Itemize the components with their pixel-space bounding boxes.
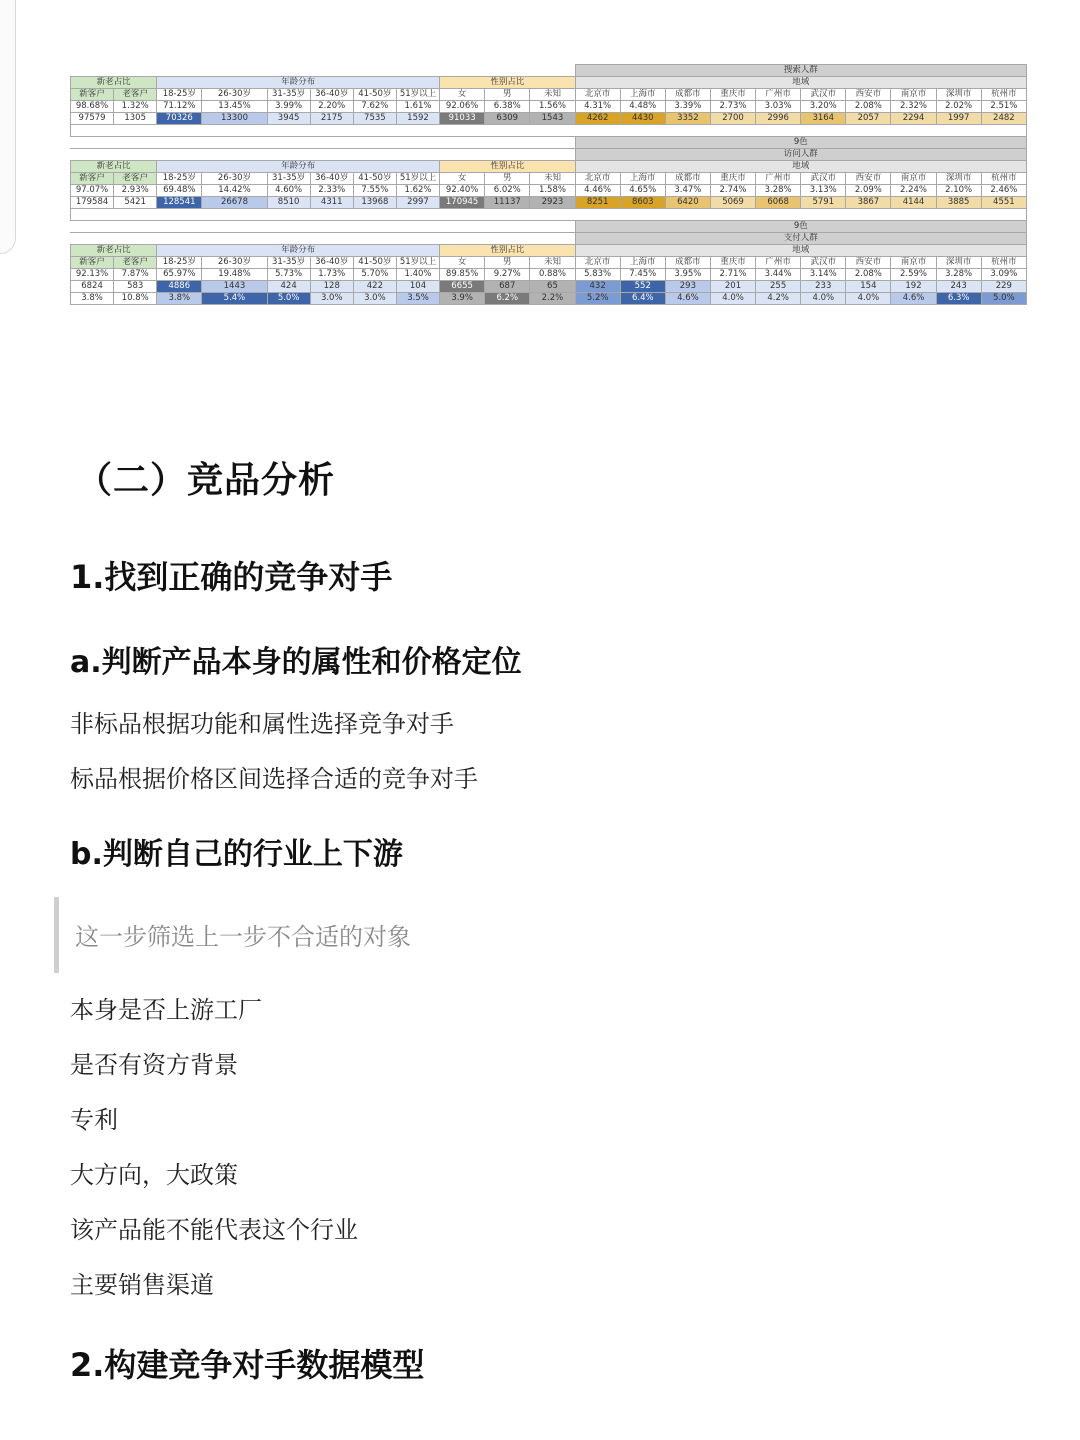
column-header: 男 [485,89,530,101]
table-cell: 192 [891,281,936,293]
table-cell: 6.3% [936,293,981,305]
table-cell: 2.73% [710,101,755,113]
table-cell: 6655 [440,281,485,293]
table-group-header-row [71,161,1027,173]
column-header: 成都市 [665,173,710,185]
table-cell: 10.8% [114,293,157,305]
column-header: 北京市 [575,173,620,185]
table-column-header-row [71,89,1027,101]
table-cell: 7.55% [353,185,396,197]
table-cell: 6.4% [620,293,665,305]
table-cell: 128541 [157,197,202,209]
list-item: 本身是否上游工厂 [70,996,262,1024]
column-header: 西安市 [846,173,891,185]
column-header: 重庆市 [710,173,755,185]
table-cell: 7.62% [353,101,396,113]
column-header: 41-50岁 [353,173,396,185]
table-section-title-row [71,233,1027,245]
table-cell: 1543 [530,113,575,125]
heading-industry-chain: b.判断自己的行业上下游 [70,837,403,872]
table-cell: 2.32% [891,101,936,113]
table-cell: 2.59% [891,269,936,281]
table-cell: 0.88% [530,269,575,281]
table-spacer-row [71,125,1027,137]
table-cell: 6.38% [485,101,530,113]
column-header: 36-40岁 [310,89,353,101]
column-header: 老客户 [114,173,157,185]
table-cell: 5.0% [981,293,1026,305]
table-cell: 2.33% [310,185,353,197]
column-header: 41-50岁 [353,257,396,269]
table-cell: 13.45% [202,101,267,113]
table-cell: 3.0% [310,293,353,305]
column-header: 31-35岁 [267,173,310,185]
data-tables [70,64,1027,305]
table-cell: 1.73% [310,269,353,281]
table-cell: 6.2% [485,293,530,305]
list-item: 专利 [70,1106,118,1134]
table-cell: 293 [665,281,710,293]
table-cell: 1.62% [396,185,439,197]
column-header: 南京市 [891,257,936,269]
table-cell: 552 [620,281,665,293]
table-cell: 170945 [440,197,485,209]
table-cell: 4.0% [846,293,891,305]
table-cell: 6.02% [485,185,530,197]
table-cell: 201 [710,281,755,293]
table-cell: 229 [981,281,1026,293]
table-cell: 3.20% [801,101,846,113]
column-header: 老客户 [114,257,157,269]
paragraph-standard: 标品根据价格区间选择合适的竞争对手 [70,765,478,793]
table-cell: 3945 [267,113,310,125]
table-cell [71,209,1027,221]
table-cell: 2.08% [846,101,891,113]
column-header: 成都市 [665,257,710,269]
table-cell [71,233,576,245]
group-header-gender: 性别占比 [440,245,576,257]
table-row [71,293,1027,305]
table-cell: 3.99% [267,101,310,113]
table-cell: 3164 [801,113,846,125]
table-cell: 89.85% [440,269,485,281]
table-cell: 2175 [310,113,353,125]
column-header: 未知 [530,89,575,101]
table-cell: 4.31% [575,101,620,113]
table-section-title: 支付人群 [575,233,1026,245]
table-cell: 6309 [485,113,530,125]
table-cell: 2.51% [981,101,1026,113]
table-section-title-row [71,149,1027,161]
table-cell: 5421 [114,197,157,209]
table-cell: 3.28% [756,185,801,197]
table-cell: 3.14% [801,269,846,281]
column-header: 杭州市 [981,89,1026,101]
list-item: 主要销售渠道 [70,1271,214,1299]
table-cell: 5069 [710,197,755,209]
list-item: 是否有资方背景 [70,1051,238,1079]
table-cell: 2.09% [846,185,891,197]
column-header: 女 [440,89,485,101]
list-item: 该产品能不能代表这个行业 [70,1216,358,1244]
column-header: 成都市 [665,89,710,101]
table-cell: 2.24% [891,185,936,197]
table-cell: 13300 [202,113,267,125]
heading-product-attributes: a.判断产品本身的属性和价格定位 [70,645,522,680]
table-row [71,197,1027,209]
column-header: 31-35岁 [267,89,310,101]
heading-find-competitors: 1.找到正确的竞争对手 [70,558,393,596]
table-top-label-row [71,137,1027,149]
column-header: 南京市 [891,173,936,185]
column-header: 南京市 [891,89,936,101]
table-cell: 1.32% [114,101,157,113]
table-row [71,281,1027,293]
table-cell: 1305 [114,113,157,125]
table-column-header-row [71,173,1027,185]
table-cell: 2.46% [981,185,1026,197]
table-cell: 3.03% [756,101,801,113]
column-header: 重庆市 [710,257,755,269]
table-cell: 4262 [575,113,620,125]
column-header: 武汉市 [801,173,846,185]
table-cell: 687 [485,281,530,293]
blockquote [54,897,659,973]
table-cell: 2482 [981,113,1026,125]
table-cell: 91033 [440,113,485,125]
table-cell: 2.08% [846,269,891,281]
table-cell: 3.44% [756,269,801,281]
table-cell: 3.47% [665,185,710,197]
table-cell: 4144 [891,197,936,209]
table-column-header-row [71,257,1027,269]
table-cell: 3.28% [936,269,981,281]
table-cell: 3.95% [665,269,710,281]
table-cell: 2.02% [936,101,981,113]
table-cell: 5.2% [575,293,620,305]
column-header: 深圳市 [936,89,981,101]
column-header: 新客户 [71,257,114,269]
table-cell: 5791 [801,197,846,209]
column-header: 31-35岁 [267,257,310,269]
table-cell: 71.12% [157,101,202,113]
table-cell: 2294 [891,113,936,125]
column-header: 老客户 [114,89,157,101]
column-header: 未知 [530,257,575,269]
column-header: 18-25岁 [157,89,202,101]
table-cell: 1592 [396,113,439,125]
table-cell: 3352 [665,113,710,125]
table-top-label-row [71,221,1027,233]
table-cell: 1.61% [396,101,439,113]
side-panel-edge [0,0,16,254]
group-header-newold: 新老占比 [71,77,157,89]
table-cell: 4.2% [756,293,801,305]
table-cell: 3.9% [440,293,485,305]
column-header: 18-25岁 [157,257,202,269]
blockquote-text: 这一步筛选上一步不合适的对象 [75,923,411,951]
column-header: 18-25岁 [157,173,202,185]
table-cell: 19.48% [202,269,267,281]
table-cell [71,137,576,149]
table-cell: 13968 [353,197,396,209]
column-header: 新客户 [71,173,114,185]
column-header: 杭州市 [981,173,1026,185]
table-cell: 3885 [936,197,981,209]
group-header-region: 地域 [575,77,1026,89]
group-header-newold: 新老占比 [71,161,157,173]
column-header: 51岁以上 [396,257,439,269]
table-cell: 243 [936,281,981,293]
table-top-label: 9色 [575,221,1026,233]
table-cell: 65.97% [157,269,202,281]
audience-data-table [70,64,1027,305]
table-cell [71,125,1027,137]
group-header-gender: 性别占比 [440,161,576,173]
table-cell: 432 [575,281,620,293]
table-cell: 98.68% [71,101,114,113]
table-cell: 5.4% [202,293,267,305]
table-cell: 2700 [710,113,755,125]
column-header: 上海市 [620,89,665,101]
table-cell: 3.8% [157,293,202,305]
column-header: 新客户 [71,89,114,101]
table-cell: 1.58% [530,185,575,197]
column-header: 未知 [530,173,575,185]
table-cell: 65 [530,281,575,293]
table-cell: 2997 [396,197,439,209]
table-cell: 2.20% [310,101,353,113]
list-item: 大方向，大政策 [70,1161,238,1189]
table-cell: 69.48% [157,185,202,197]
column-header: 上海市 [620,257,665,269]
table-cell: 128 [310,281,353,293]
table-cell: 4551 [981,197,1026,209]
column-header: 51岁以上 [396,173,439,185]
table-cell: 4.6% [665,293,710,305]
table-cell: 6068 [756,197,801,209]
table-section-title-row [71,65,1027,77]
column-header: 26-30岁 [202,173,267,185]
column-header: 36-40岁 [310,257,353,269]
table-spacer-row [71,209,1027,221]
table-cell: 1443 [202,281,267,293]
table-cell: 92.13% [71,269,114,281]
table-cell: 4.48% [620,101,665,113]
table-cell: 2.74% [710,185,755,197]
table-cell: 424 [267,281,310,293]
table-cell: 5.70% [353,269,396,281]
column-header: 41-50岁 [353,89,396,101]
table-cell: 6824 [71,281,114,293]
table-cell: 14.42% [202,185,267,197]
column-header: 北京市 [575,257,620,269]
table-row [71,269,1027,281]
column-header: 上海市 [620,173,665,185]
group-header-age: 年龄分布 [157,77,440,89]
table-cell: 8603 [620,197,665,209]
table-cell: 5.0% [267,293,310,305]
column-header: 女 [440,257,485,269]
column-header: 女 [440,173,485,185]
table-cell: 4.0% [801,293,846,305]
table-cell: 2.71% [710,269,755,281]
column-header: 广州市 [756,257,801,269]
table-cell: 4.65% [620,185,665,197]
table-cell: 5.73% [267,269,310,281]
table-cell: 4886 [157,281,202,293]
table-cell: 1997 [936,113,981,125]
heading-competitor-model: 2.构建竞争对手数据模型 [70,1346,425,1384]
table-cell [71,221,576,233]
column-header: 西安市 [846,257,891,269]
table-row [71,113,1027,125]
column-header: 重庆市 [710,89,755,101]
table-cell: 11137 [485,197,530,209]
table-cell: 1.40% [396,269,439,281]
table-cell: 6420 [665,197,710,209]
table-cell: 4.60% [267,185,310,197]
table-cell: 1.56% [530,101,575,113]
column-header: 北京市 [575,89,620,101]
table-cell: 3.8% [71,293,114,305]
table-cell: 3867 [846,197,891,209]
column-header: 男 [485,257,530,269]
table-cell: 2057 [846,113,891,125]
column-header: 26-30岁 [202,89,267,101]
table-group-header-row [71,245,1027,257]
column-header: 51岁以上 [396,89,439,101]
table-cell: 422 [353,281,396,293]
column-header: 杭州市 [981,257,1026,269]
column-header: 西安市 [846,89,891,101]
table-cell: 3.13% [801,185,846,197]
table-group-header-row [71,77,1027,89]
column-header: 武汉市 [801,89,846,101]
table-cell: 92.06% [440,101,485,113]
group-header-newold: 新老占比 [71,245,157,257]
table-cell: 8251 [575,197,620,209]
table-section-title: 搜索人群 [575,65,1026,77]
table-row [71,185,1027,197]
table-cell: 5.83% [575,269,620,281]
group-header-region: 地域 [575,245,1026,257]
column-header: 武汉市 [801,257,846,269]
table-cell: 2.93% [114,185,157,197]
column-header: 深圳市 [936,257,981,269]
group-header-region: 地域 [575,161,1026,173]
table-cell: 255 [756,281,801,293]
group-header-gender: 性别占比 [440,77,576,89]
paragraph-non-standard: 非标品根据功能和属性选择竞争对手 [70,710,454,738]
table-section-title: 访问人群 [575,149,1026,161]
table-cell: 92.40% [440,185,485,197]
table-cell: 3.0% [353,293,396,305]
column-header: 广州市 [756,89,801,101]
table-cell: 2.10% [936,185,981,197]
table-cell: 583 [114,281,157,293]
table-cell: 7535 [353,113,396,125]
table-cell: 97579 [71,113,114,125]
table-cell: 7.87% [114,269,157,281]
table-cell: 3.39% [665,101,710,113]
table-cell: 4.6% [891,293,936,305]
table-cell: 3.09% [981,269,1026,281]
column-header: 深圳市 [936,173,981,185]
table-cell: 7.45% [620,269,665,281]
group-header-age: 年龄分布 [157,161,440,173]
table-cell: 179584 [71,197,114,209]
table-cell: 4311 [310,197,353,209]
table-cell: 97.07% [71,185,114,197]
table-cell: 2996 [756,113,801,125]
table-cell: 233 [801,281,846,293]
table-cell: 8510 [267,197,310,209]
table-cell: 104 [396,281,439,293]
table-cell: 154 [846,281,891,293]
table-cell: 3.5% [396,293,439,305]
column-header: 36-40岁 [310,173,353,185]
table-cell: 4.0% [710,293,755,305]
table-cell: 2.2% [530,293,575,305]
table-row [71,101,1027,113]
table-cell: 4.46% [575,185,620,197]
section-heading: （二）竞品分析 [76,460,336,501]
column-header: 广州市 [756,173,801,185]
table-cell: 4430 [620,113,665,125]
table-top-label: 9色 [575,137,1026,149]
table-cell: 26678 [202,197,267,209]
table-cell [71,65,576,77]
table-cell: 9.27% [485,269,530,281]
table-cell: 2923 [530,197,575,209]
table-cell [71,149,576,161]
column-header: 男 [485,173,530,185]
group-header-age: 年龄分布 [157,245,440,257]
column-header: 26-30岁 [202,257,267,269]
table-cell: 70326 [157,113,202,125]
